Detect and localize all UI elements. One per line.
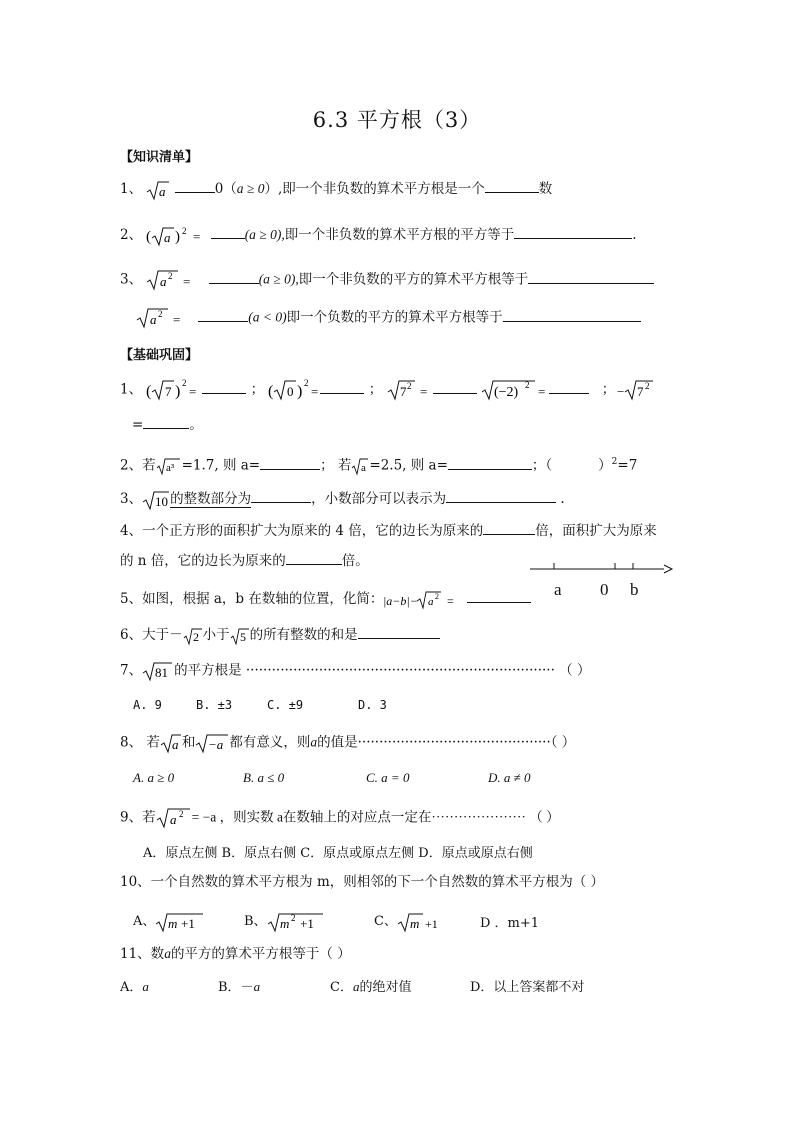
sqrt-m2-plus-1-expression — [267, 911, 325, 933]
svg-text:2: 2 — [524, 380, 530, 390]
svg-text:=: = — [537, 384, 546, 399]
knowledge-item-1 — [120, 178, 552, 201]
answer-blank[interactable] — [320, 379, 364, 394]
svg-text:m: m — [279, 915, 289, 931]
answer-blank[interactable] — [514, 224, 632, 239]
sqrt2-expression — [183, 626, 203, 646]
svg-text:): ) — [175, 383, 181, 400]
sqrt0-squared-expression — [268, 378, 320, 402]
text: 和 — [181, 734, 196, 751]
basics-item-7 — [120, 660, 590, 682]
option-d[interactable]: D．以上答案都不对 — [470, 980, 585, 995]
svg-text:(: ( — [146, 228, 152, 245]
sqrt10-expression — [142, 489, 170, 511]
number-line-label-b: b — [630, 580, 639, 599]
text: B．－ — [218, 980, 254, 995]
svg-text:a: a — [160, 274, 167, 289]
condition: (a < 0) — [248, 309, 287, 325]
neg-sqrt-7-squared-expression — [615, 378, 655, 402]
option-d[interactable]: D. a ≠ 0 — [488, 770, 531, 785]
svg-text:2: 2 — [435, 591, 440, 601]
svg-text:|a−b|−: |a−b|− — [383, 593, 419, 608]
knowledge-item-2: 2、 ( a ) 2 = (a ≥ 0),即一个非负数的算术平方根的平方等于 . — [120, 225, 637, 245]
basics-item-6 — [120, 624, 440, 646]
svg-text:81: 81 — [155, 665, 169, 680]
text: 的平方的算术平方根等于（ ） — [170, 946, 351, 962]
text: 11、数 — [120, 946, 165, 962]
answer-blank[interactable] — [143, 414, 189, 429]
svg-text:=: = — [183, 274, 191, 289]
knowledge-item-4 — [136, 306, 641, 330]
basics-item-9 — [120, 806, 560, 830]
options-row[interactable]: A．原点左侧 B．原点右侧 C．原点或原点左侧 D．原点或原点右侧 — [143, 846, 533, 861]
text: 都有意义，则 — [229, 734, 311, 751]
abs-expression — [383, 589, 467, 611]
condition: a ≥ 0 — [236, 181, 265, 196]
text: C、 — [374, 914, 397, 929]
svg-text:+1: +1 — [299, 915, 314, 931]
item-number: 3、 — [120, 271, 143, 288]
svg-text:2: 2 — [158, 309, 163, 319]
option-b[interactable]: B. ±3 — [196, 698, 233, 712]
svg-text:2: 2 — [192, 629, 199, 644]
text: ；（ — [531, 457, 553, 474]
item-number: 1、 — [120, 381, 143, 398]
svg-text:2: 2 — [290, 912, 296, 923]
option-d[interactable]: D ．m+1 — [480, 916, 540, 931]
text: ）,即一个非负数的算术平方根是一个 — [264, 181, 485, 197]
answer-blank[interactable] — [549, 379, 589, 394]
option-c[interactable]: C. a = 0 — [366, 770, 410, 785]
answer-blank[interactable] — [503, 307, 641, 322]
basics-item-2: 2、若 a³ =1.7, 则 a= ； 若 a =2.5, 则 a= ；（ ）$^2$=7 — [120, 452, 637, 476]
text: 即一个非负数的算术平方根的平方等于 — [284, 227, 515, 243]
answer-blank[interactable] — [202, 379, 246, 394]
svg-text:m: m — [168, 915, 178, 931]
svg-text:7: 7 — [165, 384, 172, 399]
page-title: 6.3 平方根（3） — [312, 108, 482, 132]
svg-text:−: − — [617, 384, 625, 399]
answer-blank[interactable] — [175, 178, 215, 193]
item-number: 1、 — [120, 181, 143, 197]
svg-text:a: a — [171, 737, 179, 752]
text: 8、 若 — [120, 734, 160, 751]
answer-blank[interactable] — [448, 455, 532, 470]
svg-text:5: 5 — [239, 629, 246, 644]
svg-text:2: 2 — [406, 381, 412, 391]
svg-text:+1: +1 — [181, 915, 196, 931]
basics-item-3 — [120, 488, 565, 511]
number-line-label-a: a — [554, 580, 562, 599]
sqrt-neg2-squared-expression — [481, 378, 549, 402]
text: ； 若 — [320, 457, 352, 474]
text: 的值是·············································（ ） — [317, 734, 576, 751]
text: 4、一个正方形的面积扩大为原来的 4 倍，它的边长为原来的 — [120, 523, 484, 539]
basics-item-4-cont — [120, 550, 369, 571]
text: ，小数部分可以表示为 — [311, 491, 447, 507]
answer-blank[interactable] — [209, 269, 259, 284]
svg-text:=: = — [419, 384, 427, 399]
section-knowledge: 【知识清单】 — [120, 150, 199, 165]
svg-text:a: a — [159, 183, 166, 199]
sqrt-a-expression — [146, 179, 170, 201]
sqrt81-expression — [142, 660, 174, 682]
option-b[interactable]: B. a ≤ 0 — [243, 770, 285, 785]
text: 即一个非负数的平方的算术平方根等于 — [298, 271, 529, 288]
text: 的所有整数的和是 — [249, 627, 358, 643]
text: ） — [598, 457, 612, 474]
text: A、 — [133, 914, 156, 929]
option-c[interactable] — [374, 910, 443, 933]
sqrt7-squared-expression — [146, 378, 202, 402]
option-a[interactable] — [133, 910, 205, 933]
knowledge-item-3 — [120, 268, 654, 292]
svg-text:m: m — [409, 915, 420, 931]
svg-text:(−2): (−2) — [493, 385, 519, 400]
text: 的整数部分为 — [170, 491, 252, 507]
option-c[interactable]: C. ±9 — [267, 698, 304, 712]
svg-text:2: 2 — [182, 225, 187, 236]
basics-item-11: 11、数a的平方的算术平方根等于（ ） — [120, 946, 351, 962]
svg-text:a: a — [150, 312, 157, 327]
text: 数 — [538, 181, 553, 197]
answer-blank[interactable] — [260, 455, 320, 470]
sqrt-a2-expression — [156, 806, 192, 830]
number-line-label-0: 0 — [600, 580, 609, 599]
text: . — [560, 491, 565, 507]
answer-blank[interactable] — [528, 269, 654, 284]
svg-text:7: 7 — [399, 384, 407, 399]
sqrt-a2-expression — [146, 268, 204, 292]
answer-blank[interactable] — [483, 520, 535, 535]
sqrt-a3-expression — [156, 456, 182, 476]
text: 的平方根是 ········································································ （ ） — [174, 662, 591, 679]
condition: (a ≥ 0), — [258, 271, 299, 287]
text: 2、若 — [120, 457, 156, 474]
sqrt-neg-a-expression — [195, 732, 229, 754]
item-number: 7、 — [120, 662, 143, 679]
svg-text:): ) — [297, 383, 303, 400]
answer-blank[interactable] — [358, 624, 440, 639]
svg-text:a: a — [361, 462, 367, 474]
svg-text:): ) — [175, 228, 181, 245]
text: 倍。 — [341, 553, 369, 569]
text: 的绝对值 — [359, 980, 412, 995]
svg-text:2: 2 — [168, 271, 173, 281]
sqrt-a-squared-expression — [146, 225, 206, 247]
svg-text:=: = — [311, 384, 319, 399]
text: =2.5, 则 a= — [369, 457, 448, 474]
item-number: 3、 — [120, 491, 143, 507]
section-basics: 【基础巩固】 — [120, 348, 199, 363]
svg-text:(: ( — [268, 383, 274, 400]
text: 6、大于－ — [120, 627, 183, 643]
svg-text:2: 2 — [182, 378, 187, 388]
svg-text:−a: −a — [208, 737, 224, 752]
text: 即一个负数的平方的算术平方根等于 — [286, 309, 503, 326]
answer-blank[interactable] — [198, 307, 248, 322]
text: 。 — [189, 417, 203, 433]
option-c[interactable]: C．a的绝对值 — [330, 979, 412, 995]
text: 倍，面积扩大为原来 — [535, 523, 657, 539]
option-a[interactable]: A. 9 — [133, 698, 162, 712]
sqrt-a2-expression — [136, 306, 194, 330]
text: =1.7, 则 a= — [181, 457, 261, 474]
text: 9、若 — [120, 809, 156, 826]
svg-text:(: ( — [146, 383, 152, 400]
svg-text:0: 0 — [287, 384, 294, 399]
svg-text:=: = — [447, 593, 455, 608]
text: A． — [120, 980, 143, 995]
option-a[interactable]: A. a ≥ 0 — [133, 770, 175, 785]
sqrt-m-plus-1-expression — [155, 911, 205, 933]
text: C． — [330, 980, 353, 995]
item-number: 2、 — [120, 227, 143, 243]
sqrt-7-squared-expression — [387, 378, 433, 402]
answer-blank[interactable] — [446, 488, 556, 503]
answer-blank[interactable] — [251, 488, 311, 503]
sqrt-a-expression — [160, 732, 182, 754]
sqrt5-expression — [230, 626, 250, 646]
sqrt-m-expression — [397, 911, 443, 933]
svg-text:2: 2 — [304, 378, 309, 388]
svg-text:a: a — [428, 595, 434, 608]
basics-item-5 — [120, 588, 531, 611]
answer-blank[interactable] — [433, 379, 477, 394]
svg-text:=: = — [173, 312, 181, 327]
svg-text:+1: +1 — [424, 916, 438, 931]
option-b[interactable]: B．－a — [218, 979, 261, 995]
basics-item-1-cont: = 。 — [132, 414, 203, 435]
svg-text:a³: a³ — [165, 462, 174, 474]
option-a[interactable]: A．a — [120, 979, 149, 995]
text: =7 — [617, 457, 638, 474]
basics-item-8: 8、 若 a 和 −a 都有意义，则a的值是·············································（ ） — [120, 732, 575, 754]
sqrt-a-expression — [351, 456, 369, 476]
svg-text:2: 2 — [645, 381, 650, 391]
text: = −a ，则实数 a在数轴上的对应点一定在····················· （ ） — [191, 809, 560, 825]
text: 5、如图，根据 a，b 在数轴的位置，化简： — [120, 591, 384, 607]
option-b[interactable] — [244, 910, 325, 933]
svg-text:2: 2 — [178, 809, 184, 819]
answer-blank[interactable] — [211, 224, 245, 239]
svg-text:7: 7 — [637, 384, 644, 399]
answer-blank[interactable] — [467, 588, 531, 603]
svg-text:a: a — [164, 229, 171, 245]
text: 0（ — [214, 181, 237, 197]
basics-item-1: 1、 ( 7 ) 2 = ； ( 0 ) 2 = ； 7 2 = (−2) 2 = ； − 7 2 — [120, 378, 655, 402]
number-line-axis — [528, 560, 674, 580]
text: B、 — [244, 914, 267, 929]
text: 的 n 倍，它的边长为原来的 — [120, 553, 286, 569]
basics-item-4 — [120, 520, 657, 541]
svg-text:=: = — [189, 384, 197, 399]
basics-item-10: 10、一个自然数的算术平方根为 m，则相邻的下一个自然数的算术平方根为（ ） — [120, 874, 605, 890]
svg-text:a: a — [169, 812, 177, 827]
svg-text:=: = — [193, 228, 201, 244]
option-d[interactable]: D. 3 — [358, 698, 387, 712]
condition: (a ≥ 0), — [244, 227, 285, 242]
answer-blank[interactable] — [485, 178, 539, 193]
text: 小于 — [202, 627, 230, 643]
answer-blank[interactable] — [286, 550, 342, 565]
svg-text:10: 10 — [155, 493, 169, 509]
